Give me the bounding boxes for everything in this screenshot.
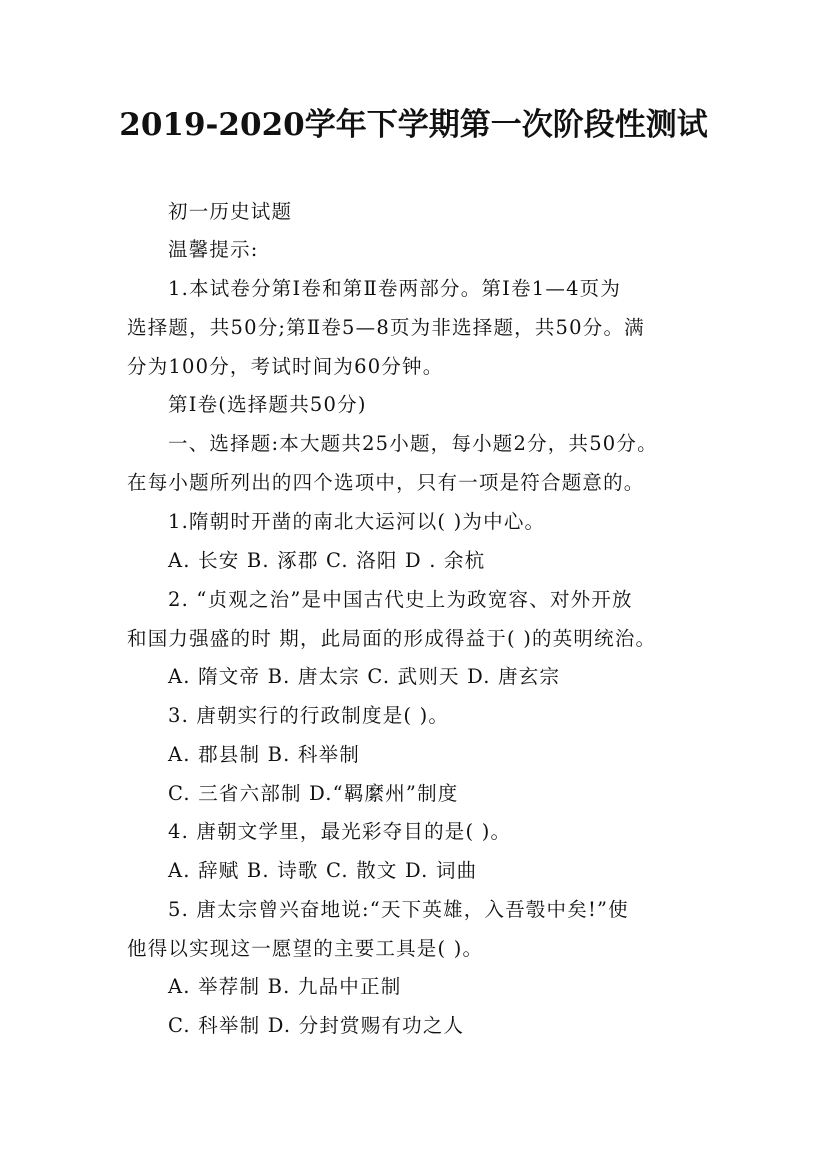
instruction-line: 分为100分，考试时间为60分钟。 xyxy=(127,355,444,378)
question-2: 2. “贞观之治”是中国古代史上为政宽容、对外开放 xyxy=(168,588,633,611)
question-5-options: A. 举荐制 B. 九品中正制 xyxy=(168,975,402,998)
question-5: 5. 唐太宗曾兴奋地说:“天下英雄，入吾彀中矣!”使 xyxy=(168,898,629,921)
question-3-options: A. 郡县制 B. 科举制 xyxy=(168,743,361,766)
instruction-line: 1.本试卷分第Ⅰ卷和第Ⅱ卷两部分。第Ⅰ卷1—4页为 xyxy=(168,277,622,300)
question-2: 和国力强盛的时 期，此局面的形成得益于( )的英明统治。 xyxy=(127,627,657,650)
section-instruction: 在每小题所列出的四个选项中，只有一项是符合题意的。 xyxy=(127,471,645,494)
section-instruction: 一、选择题:本大题共25小题，每小题2分，共50分。 xyxy=(168,432,658,455)
question-3-options: C. 三省六部制 D.“羁縻州”制度 xyxy=(168,782,459,805)
question-5-options: C. 科举制 D. 分封赏赐有功之人 xyxy=(168,1014,465,1037)
question-3: 3. 唐朝实行的行政制度是( )。 xyxy=(168,704,450,727)
tips-heading: 温馨提示: xyxy=(168,238,259,261)
section-heading: 第Ⅰ卷(选择题共50分) xyxy=(168,393,367,416)
question-4: 4. 唐朝文学里，最光彩夺目的是( )。 xyxy=(168,820,512,843)
subject-line: 初一历史试题 xyxy=(168,200,293,223)
question-2-options: A. 隋文帝 B. 唐太宗 C. 武则天 D. 唐玄宗 xyxy=(168,665,561,688)
question-4-options: A. 辞赋 B. 诗歌 C. 散文 D. 词曲 xyxy=(168,859,478,882)
question-1-options: A. 长安 B. 涿郡 C. 洛阳 D . 余杭 xyxy=(168,549,486,572)
instruction-line: 选择题，共50分;第Ⅱ卷5—8页为非选择题，共50分。满 xyxy=(127,316,645,339)
question-1: 1.隋朝时开凿的南北大运河以( )为中心。 xyxy=(168,510,546,533)
question-5: 他得以实现这一愿望的主要工具是( )。 xyxy=(127,937,484,960)
document-title: 2019-2020学年下学期第一次阶段性测试 xyxy=(119,107,708,143)
